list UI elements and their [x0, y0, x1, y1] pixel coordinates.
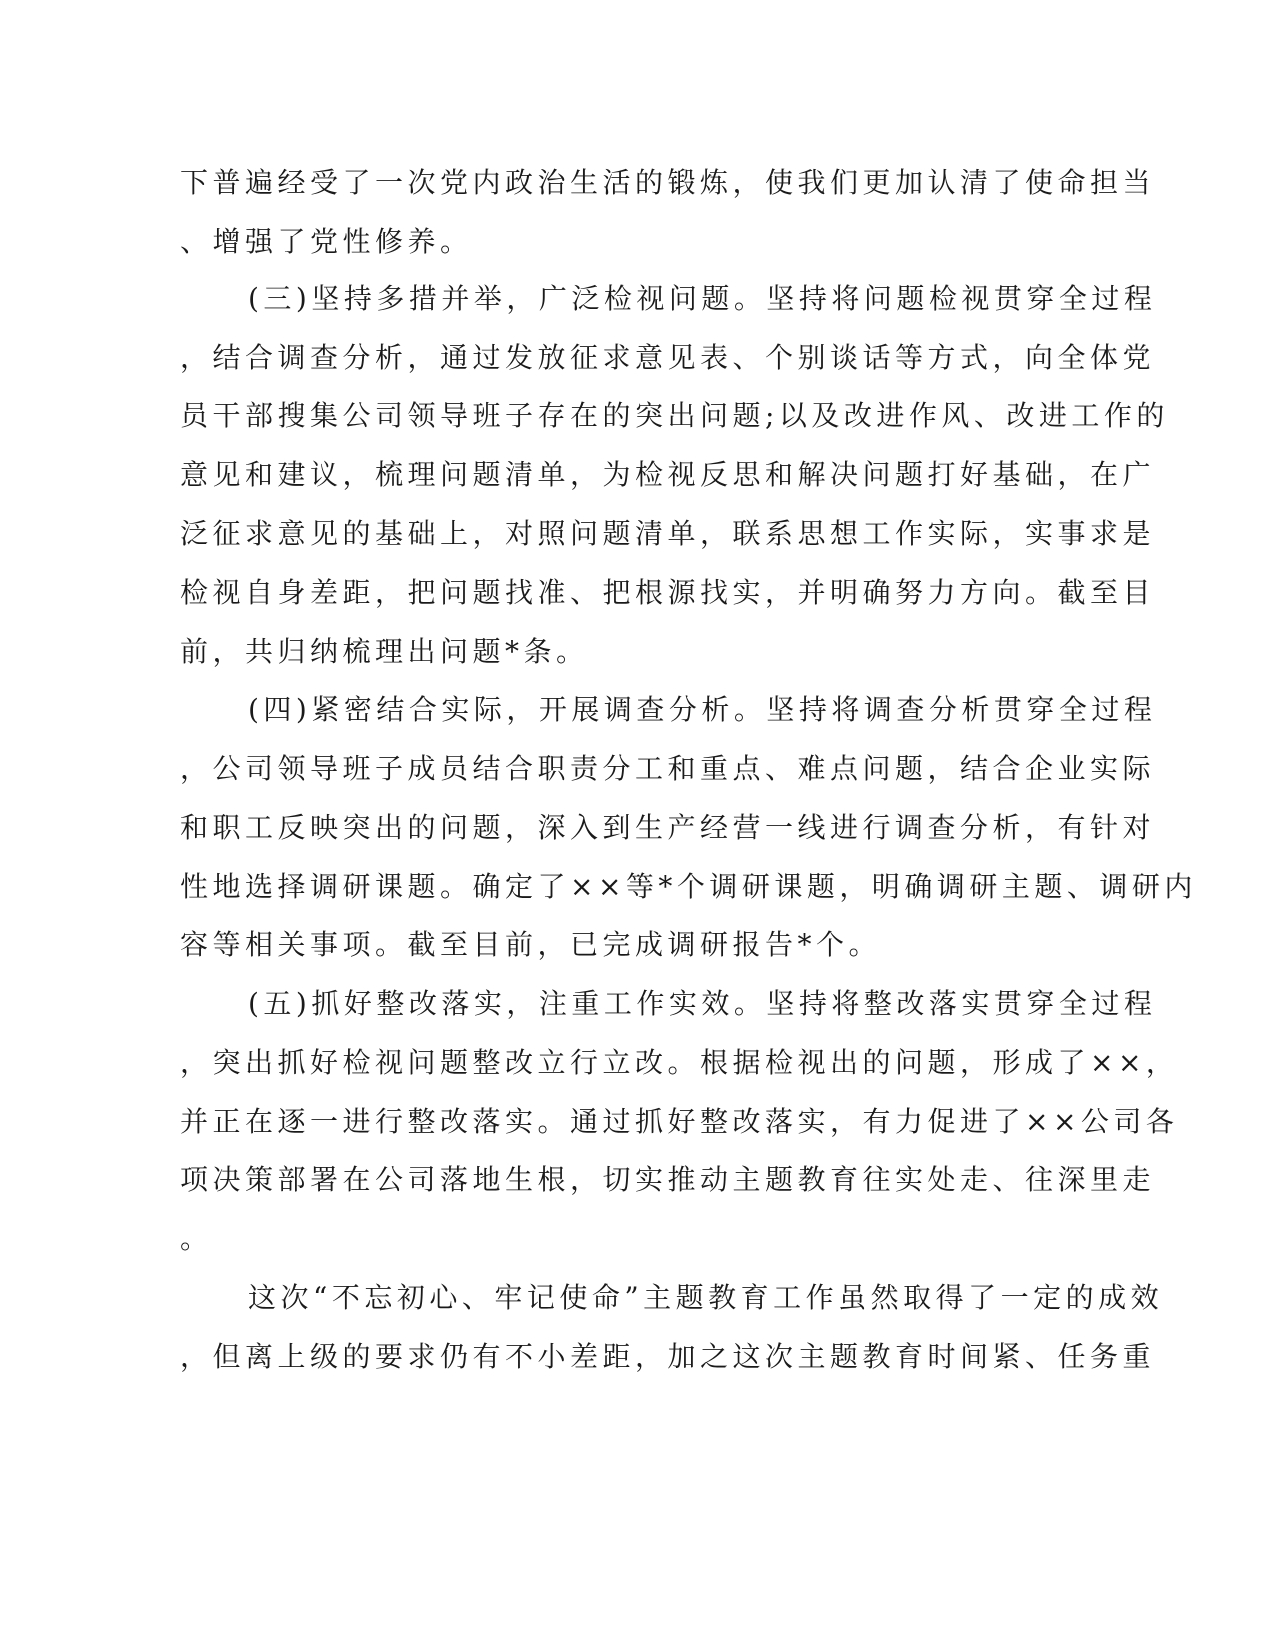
paragraph-4-first-line: (四)紧密结合实际，开展调查分析。坚持将调查分析贯穿全过程 — [248, 693, 1157, 726]
text-line: ，结合调查分析，通过发放征求意见表、个别谈话等方式，向全体党 — [180, 341, 1156, 374]
paragraph-5-first-line: (五)抓好整改落实，注重工作实效。坚持将整改落实贯穿全过程 — [248, 987, 1157, 1020]
text-line: 和职工反映突出的问题，深入到生产经营一线进行调查分析，有针对 — [180, 811, 1156, 844]
paragraph-3-first-line: (三)坚持多措并举，广泛检视问题。坚持将问题检视贯穿全过程 — [248, 282, 1157, 315]
text-line: 意见和建议，梳理问题清单，为检视反思和解决问题打好基础，在广 — [180, 458, 1156, 491]
text-line: 性地选择调研课题。确定了××等*个调研课题，明确调研主题、调研内 — [180, 870, 1197, 903]
text-line: ，但离上级的要求仍有不小差距，加之这次主题教育时间紧、任务重 — [180, 1340, 1156, 1373]
text-line: 检视自身差距，把问题找准、把根源找实，并明确努力方向。截至目 — [180, 576, 1156, 609]
text-line: 容等相关事项。截至目前，已完成调研报告*个。 — [180, 928, 882, 961]
text-line: 。 — [180, 1222, 213, 1255]
text-line: ，公司领导班子成员结合职责分工和重点、难点问题，结合企业实际 — [180, 752, 1156, 785]
text-line: 、增强了党性修养。 — [180, 225, 473, 258]
text-line: 员干部搜集公司领导班子存在的突出问题;以及改进作风、改进工作的 — [180, 399, 1169, 432]
text-line: ，突出抓好检视问题整改立行立改。根据检视出的问题，形成了××， — [180, 1046, 1179, 1079]
text-line: 项决策部署在公司落地生根，切实推动主题教育往实处走、往深里走 — [180, 1163, 1156, 1196]
text-line: 前，共归纳梳理出问题*条。 — [180, 635, 589, 668]
text-line: 并正在逐一进行整改落实。通过抓好整改落实，有力促进了××公司各 — [180, 1105, 1179, 1138]
text-line: 泛征求意见的基础上，对照问题清单，联系思想工作实际，实事求是 — [180, 517, 1156, 550]
paragraph-6-first-line: 这次“不忘初心、牢记使命”主题教育工作虽然取得了一定的成效 — [248, 1281, 1164, 1314]
text-line: 下普遍经受了一次党内政治生活的锻炼，使我们更加认清了使命担当 — [180, 166, 1156, 199]
